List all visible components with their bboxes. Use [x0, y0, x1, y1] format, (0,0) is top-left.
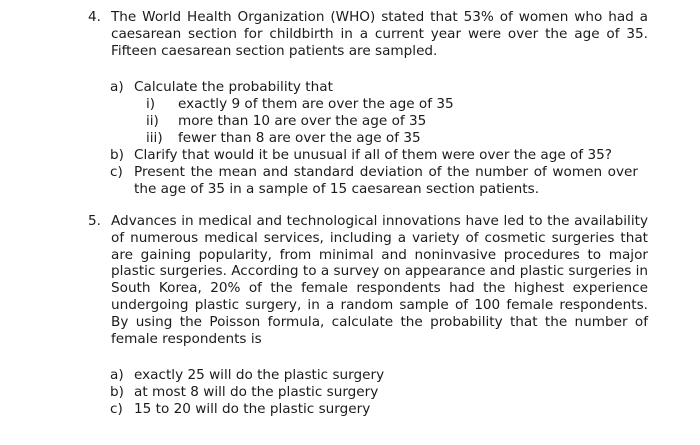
question-text: Advances in medical and technological innovations have led to the availability of numerous medical services, including a variety of cosmetic surgeries that are gaining popularity, from minimal and noninvasive procedures to major plastic surgeries. According to a survey on appearance and plastic surgeries in South Korea, 20% of the female respondents had the highest experience undergoing plastic surgery, in a random sample of 100 female respondents. By using the Poisson formula, calculate the probability that the number of female respondents is — [111, 213, 648, 347]
part-label: c) — [110, 164, 123, 180]
question-4 — [88, 9, 648, 59]
part-text: Clarify that would it be unusual if all of them were over the age of 35? — [134, 147, 612, 163]
question-text: The World Health Organization (WHO) stated that 53% of women who had a caesarean section for childbirth in a current year were over the age of 35. Fifteen caesarean section patients are sampled. — [111, 9, 648, 59]
question-number: 4. — [88, 9, 101, 25]
part-label: a) — [110, 79, 124, 95]
question-4-part-a-item-i — [146, 96, 626, 113]
question-4-part-a-item-iii — [146, 130, 626, 147]
question-4-part-a-item-ii — [146, 113, 626, 130]
question-5-part-a — [110, 367, 630, 384]
part-label: b) — [110, 384, 124, 400]
item-text: more than 10 are over the age of 35 — [178, 113, 427, 129]
question-4-part-b — [110, 147, 650, 164]
part-text: 15 to 20 will do the plastic surgery — [134, 401, 371, 417]
part-text: exactly 25 will do the plastic surgery — [134, 367, 385, 383]
question-5 — [88, 213, 648, 347]
item-label: ii) — [146, 113, 159, 129]
question-4-part-a — [110, 79, 630, 96]
item-label: i) — [146, 96, 156, 112]
question-4-part-c — [110, 164, 638, 198]
question-5-part-c — [110, 401, 630, 418]
part-text: at most 8 will do the plastic surgery — [134, 384, 379, 400]
item-label: iii) — [146, 130, 163, 146]
part-text: Calculate the probability that — [134, 79, 333, 95]
part-text: Present the mean and standard deviation of the number of women over the age of 35 in a sample of 15 caesarean section patients. — [134, 164, 638, 197]
item-text: exactly 9 of them are over the age of 35 — [178, 96, 454, 112]
item-text: fewer than 8 are over the age of 35 — [178, 130, 421, 146]
part-label: a) — [110, 367, 124, 383]
part-label: b) — [110, 147, 124, 163]
question-5-part-b — [110, 384, 630, 401]
part-label: c) — [110, 401, 123, 417]
question-number: 5. — [88, 213, 101, 229]
